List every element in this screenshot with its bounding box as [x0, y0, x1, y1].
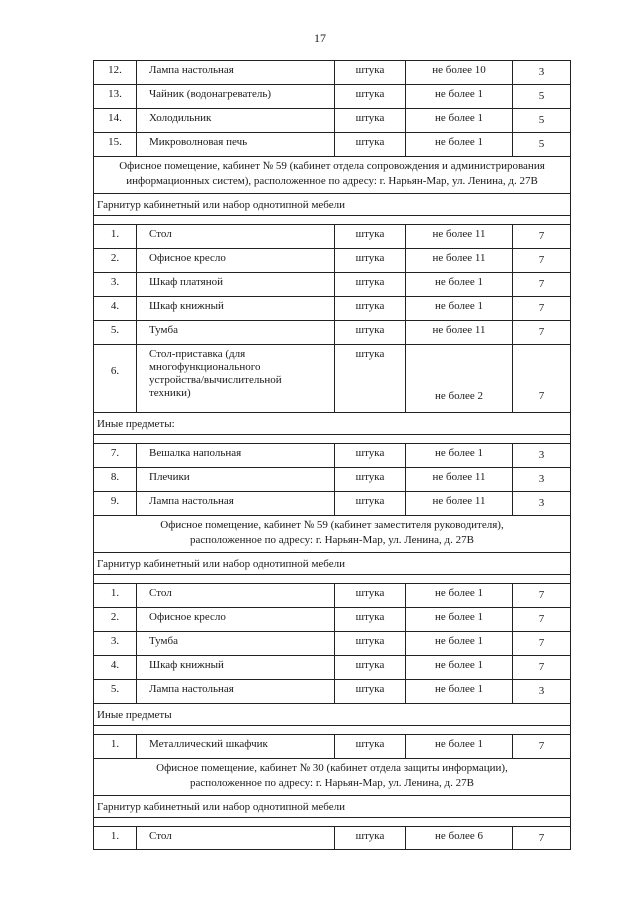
item-name: Лампа настольная: [137, 492, 335, 515]
row-number: 1.: [94, 225, 137, 248]
item-name: Стол: [137, 584, 335, 607]
item-name: Офисное кресло: [137, 608, 335, 631]
unit-of-measure: штука: [335, 468, 406, 491]
row-number: 5.: [94, 680, 137, 703]
inventory-table: [93, 60, 571, 850]
item-quantity: не более 11: [406, 468, 513, 491]
service-life: 7: [538, 589, 545, 601]
item-quantity: не более 1: [406, 632, 513, 655]
group-heading: Гарнитур кабинетный или набор однотипной мебели: [93, 795, 571, 817]
item-name-line: техники): [149, 387, 191, 399]
table-row: [93, 248, 571, 272]
table-row: [93, 826, 571, 850]
table-row: [93, 224, 571, 248]
room-caption: [93, 758, 571, 795]
service-life: 5: [538, 90, 545, 102]
item-name-line: многофункционального: [149, 361, 261, 373]
item-quantity: не более 1: [406, 656, 513, 679]
item-quantity: не более 1: [406, 584, 513, 607]
item-name: Микроволновая печь: [137, 133, 335, 156]
item-name: Стол: [137, 225, 335, 248]
table-row: [93, 132, 571, 156]
service-life: 7: [538, 390, 545, 402]
row-number: 3.: [94, 273, 137, 296]
service-life: 7: [538, 613, 545, 625]
unit-of-measure: штука: [335, 321, 406, 344]
group-heading: Гарнитур кабинетный или набор однотипной мебели: [93, 193, 571, 215]
room-caption-line: расположенное по адресу: г. Нарьян-Мар, ул. Ленина, д. 27В: [190, 534, 474, 546]
page-number: 17: [314, 31, 326, 45]
room-caption-line: расположенное по адресу: г. Нарьян-Мар, ул. Ленина, д. 27В: [190, 777, 474, 789]
room-caption-line: Офисное помещение, кабинет № 30 (кабинет отдела защиты информации),: [156, 762, 508, 774]
row-number: 6.: [94, 345, 137, 412]
service-life: 7: [538, 254, 545, 266]
table-row: [93, 108, 571, 132]
item-name-line: устройства/вычислительной: [149, 374, 282, 386]
row-number: 13.: [94, 85, 137, 108]
row-spacer: [93, 817, 571, 826]
item-quantity: не более 1: [406, 133, 513, 156]
item-quantity: не более 1: [406, 85, 513, 108]
service-life: 7: [538, 740, 545, 752]
group-heading: Иные предметы: [93, 703, 571, 725]
service-life: 7: [538, 637, 545, 649]
group-heading: Иные предметы:: [93, 412, 571, 434]
room-caption: [93, 515, 571, 552]
item-quantity: не более 6: [406, 827, 513, 849]
item-quantity: не более 1: [406, 297, 513, 320]
table-row: [93, 344, 571, 412]
item-quantity: не более 1: [406, 273, 513, 296]
unit-of-measure: штука: [335, 85, 406, 108]
group-heading: Гарнитур кабинетный или набор однотипной мебели: [93, 552, 571, 574]
item-name: Лампа настольная: [137, 680, 335, 703]
item-quantity: не более 1: [406, 109, 513, 132]
row-number: 9.: [94, 492, 137, 515]
service-life: 5: [538, 114, 545, 126]
row-spacer: [93, 725, 571, 734]
item-name: Офисное кресло: [137, 249, 335, 272]
table-row: [93, 467, 571, 491]
unit-of-measure: штука: [335, 109, 406, 132]
service-life: 7: [538, 326, 545, 338]
unit-of-measure: штука: [335, 225, 406, 248]
item-quantity: не более 1: [406, 735, 513, 758]
item-name: Шкаф книжный: [137, 297, 335, 320]
service-life: 3: [538, 685, 545, 697]
row-number: 12.: [94, 61, 137, 84]
unit-of-measure: штука: [335, 61, 406, 84]
table-row: [93, 491, 571, 515]
row-number: 1.: [94, 827, 137, 849]
service-life: 3: [538, 66, 545, 78]
table-row: [93, 296, 571, 320]
unit-of-measure: штука: [335, 249, 406, 272]
service-life: 7: [538, 302, 545, 314]
row-number: 1.: [94, 584, 137, 607]
row-spacer: [93, 215, 571, 224]
item-quantity: не более 2: [406, 345, 513, 412]
service-life: 3: [538, 449, 545, 461]
row-spacer: [93, 434, 571, 443]
room-caption-line: Офисное помещение, кабинет № 59 (кабинет заместителя руководителя),: [160, 519, 504, 531]
table-row: [93, 734, 571, 758]
unit-of-measure: штука: [335, 345, 406, 412]
row-number: 4.: [94, 656, 137, 679]
table-row: [93, 320, 571, 344]
row-number: 14.: [94, 109, 137, 132]
item-name: Металлический шкафчик: [137, 735, 335, 758]
item-quantity: не более 1: [406, 608, 513, 631]
service-life: 3: [538, 473, 545, 485]
row-spacer: [93, 574, 571, 583]
row-number: 1.: [94, 735, 137, 758]
item-quantity: не более 10: [406, 61, 513, 84]
unit-of-measure: штука: [335, 584, 406, 607]
item-name: Чайник (водонагреватель): [137, 85, 335, 108]
row-number: 7.: [94, 444, 137, 467]
item-name: Стол: [137, 827, 335, 849]
table-row: [93, 272, 571, 296]
item-quantity: не более 11: [406, 225, 513, 248]
row-number: 5.: [94, 321, 137, 344]
item-name: Вешалка напольная: [137, 444, 335, 467]
item-name: Шкаф книжный: [137, 656, 335, 679]
table-row: [93, 60, 571, 84]
service-life: 7: [538, 661, 545, 673]
service-life: 7: [538, 278, 545, 290]
row-number: 2.: [94, 608, 137, 631]
row-number: 15.: [94, 133, 137, 156]
unit-of-measure: штука: [335, 656, 406, 679]
unit-of-measure: штука: [335, 133, 406, 156]
table-row: [93, 607, 571, 631]
service-life: 7: [538, 832, 545, 844]
table-row: [93, 583, 571, 607]
unit-of-measure: штука: [335, 273, 406, 296]
table-row: [93, 443, 571, 467]
item-name-line: Стол-приставка (для: [149, 348, 246, 360]
table-row: [93, 631, 571, 655]
item-name: Тумба: [137, 632, 335, 655]
unit-of-measure: штука: [335, 735, 406, 758]
unit-of-measure: штука: [335, 444, 406, 467]
service-life: 7: [538, 230, 545, 242]
item-name: [137, 345, 335, 412]
item-quantity: не более 1: [406, 444, 513, 467]
unit-of-measure: штука: [335, 680, 406, 703]
unit-of-measure: штука: [335, 297, 406, 320]
table-row: [93, 655, 571, 679]
row-number: 4.: [94, 297, 137, 320]
unit-of-measure: штука: [335, 492, 406, 515]
item-quantity: не более 1: [406, 680, 513, 703]
room-caption-line: информационных систем), расположенное по адресу: г. Нарьян-Мар, ул. Ленина, д. 27В: [126, 175, 538, 187]
item-quantity: не более 11: [406, 321, 513, 344]
unit-of-measure: штука: [335, 632, 406, 655]
item-name: Шкаф платяной: [137, 273, 335, 296]
table-row: [93, 84, 571, 108]
table-row: [93, 679, 571, 703]
item-name: Плечики: [137, 468, 335, 491]
row-number: 2.: [94, 249, 137, 272]
service-life: 3: [538, 497, 545, 509]
service-life: 5: [538, 138, 545, 150]
unit-of-measure: штука: [335, 608, 406, 631]
item-name: Лампа настольная: [137, 61, 335, 84]
unit-of-measure: штука: [335, 827, 406, 849]
item-name: Тумба: [137, 321, 335, 344]
item-name: Холодильник: [137, 109, 335, 132]
item-quantity: не более 11: [406, 249, 513, 272]
room-caption-line: Офисное помещение, кабинет № 59 (кабинет отдела сопровождения и администрирования: [119, 160, 545, 172]
row-number: 8.: [94, 468, 137, 491]
item-quantity: не более 11: [406, 492, 513, 515]
room-caption: [93, 156, 571, 193]
row-number: 3.: [94, 632, 137, 655]
